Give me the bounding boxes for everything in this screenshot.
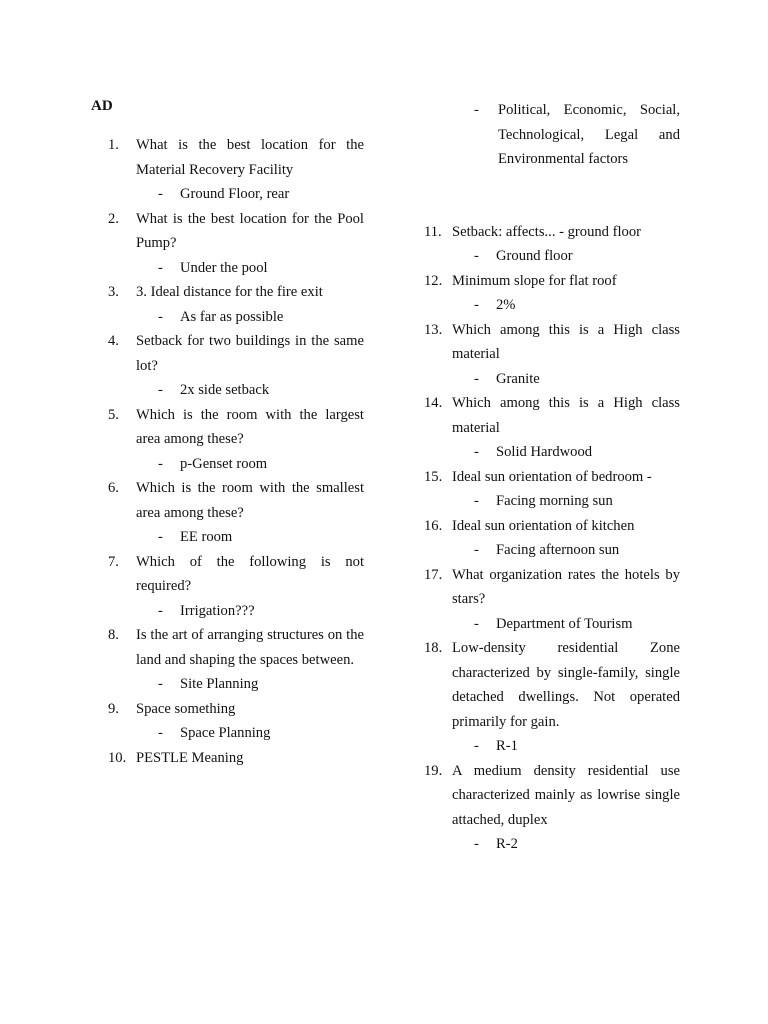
question-text: What is the best location for the Material Recovery Facility (136, 137, 364, 178)
pestle-answer-text: Political, Economic, Social, Technological, Legal and Environmental factors (498, 102, 680, 167)
question-number: 1. (108, 137, 119, 153)
answer-dash: - (474, 542, 479, 558)
question-number: 16. (424, 517, 443, 534)
question-item (424, 318, 680, 367)
question-text: A medium density residential use characterized mainly as lowrise single attached, duplex (452, 762, 680, 828)
answer-text: Facing afternoon sun (496, 542, 620, 558)
answer-text: As far as possible (180, 308, 284, 325)
answer-dash: - (474, 102, 479, 118)
answer-dash: - (158, 382, 163, 398)
question-item (108, 207, 364, 256)
question-item (108, 746, 364, 771)
question-text: Which is the room with the smallest area among these? (136, 480, 364, 521)
right-column (424, 98, 680, 857)
answer-text: 2x side setback (180, 382, 270, 398)
answer-dash: - (474, 444, 479, 460)
question-number: 19. (424, 762, 443, 779)
answer-item (474, 293, 680, 318)
question-item (424, 220, 680, 245)
answer-text: p-Genset room (180, 455, 268, 472)
answer-item (158, 599, 364, 624)
answer-item (474, 612, 680, 637)
answer-dash: - (158, 259, 163, 276)
left-column (108, 133, 364, 770)
answer-dash: - (474, 615, 479, 632)
answer-item (158, 721, 364, 746)
question-text: PESTLE Meaning (136, 749, 244, 766)
question-number: 8. (108, 627, 119, 643)
answer-dash: - (474, 738, 479, 754)
answer-text: Under the pool (180, 259, 268, 276)
question-item (424, 391, 680, 440)
answer-dash: - (158, 186, 163, 202)
question-number: 9. (108, 700, 119, 717)
question-item (424, 514, 680, 539)
answer-dash: - (474, 297, 479, 313)
answer-item (158, 672, 364, 697)
answer-text: 2% (496, 297, 516, 313)
answer-text: Ground Floor, rear (180, 186, 290, 202)
question-item (108, 329, 364, 378)
question-item (108, 280, 364, 305)
answer-dash: - (158, 455, 163, 472)
document-heading: AD (91, 98, 113, 114)
answer-item (474, 440, 680, 465)
answer-text: Irrigation??? (180, 602, 255, 619)
answer-text: R-2 (496, 836, 518, 852)
question-item (108, 697, 364, 722)
answer-text: R-1 (496, 738, 518, 754)
question-number: 13. (424, 321, 443, 338)
answer-item (158, 452, 364, 477)
answer-text: EE room (180, 529, 233, 545)
answer-dash: - (474, 370, 479, 387)
answer-item (474, 734, 680, 759)
answer-text: Granite (496, 370, 540, 387)
question-number: 4. (108, 333, 119, 349)
answer-text: Site Planning (180, 676, 259, 692)
question-number: 15. (424, 468, 443, 485)
answer-dash: - (474, 836, 479, 852)
question-text: Which of the following is not required? (136, 553, 364, 594)
question-text: Setback for two buildings in the same lot? (136, 333, 364, 374)
question-number: 7. (108, 553, 119, 570)
question-text: What is the best location for the Pool Pump? (136, 210, 364, 251)
answer-dash: - (158, 529, 163, 545)
question-number: 2. (108, 210, 119, 227)
question-number: 12. (424, 272, 443, 289)
question-item (108, 476, 364, 525)
answer-item (474, 367, 680, 392)
pestle-answer (474, 98, 680, 172)
question-number: 14. (424, 395, 443, 411)
question-text: 3. Ideal distance for the fire exit (136, 284, 323, 300)
answer-text: Space Planning (180, 725, 271, 741)
right-question-list (424, 220, 680, 857)
question-number: 18. (424, 640, 443, 656)
question-number: 10. (108, 749, 127, 766)
answer-text: Ground floor (496, 248, 573, 264)
question-text: Which among this is a High class material (452, 321, 680, 362)
column-gap (424, 172, 680, 220)
question-item (108, 133, 364, 182)
answer-dash: - (474, 493, 479, 509)
answer-item (474, 244, 680, 269)
answer-item (474, 489, 680, 514)
question-text: Low-density residential Zone characterized by single-family, single detached dwellings. Not operated primarily for gain. (452, 640, 680, 730)
answer-dash: - (158, 308, 163, 325)
question-number: 11. (424, 223, 442, 240)
question-number: 5. (108, 406, 119, 423)
answer-text: Facing morning sun (496, 493, 613, 509)
question-text: What organization rates the hotels by stars? (452, 566, 680, 607)
answer-dash: - (158, 725, 163, 741)
question-text: Setback: affects... - ground floor (452, 223, 641, 240)
answer-text: Department of Tourism (496, 615, 633, 632)
question-item (108, 550, 364, 599)
answer-item (158, 305, 364, 330)
question-number: 3. (108, 284, 119, 300)
question-item (108, 623, 364, 672)
question-item (424, 636, 680, 734)
question-item (108, 403, 364, 452)
question-number: 17. (424, 566, 443, 583)
question-item (424, 759, 680, 833)
question-number: 6. (108, 480, 119, 496)
question-text: Space something (136, 700, 236, 717)
question-item (424, 465, 680, 490)
question-text: Is the art of arranging structures on the land and shaping the spaces between. (136, 627, 364, 668)
answer-text: Solid Hardwood (496, 444, 593, 460)
answer-dash: - (158, 602, 163, 619)
answer-item (158, 256, 364, 281)
question-text: Which is the room with the largest area among these? (136, 406, 364, 447)
question-text: Ideal sun orientation of bedroom - (452, 468, 652, 485)
answer-dash: - (158, 676, 163, 692)
answer-item (158, 182, 364, 207)
answer-item (158, 378, 364, 403)
answer-item (158, 525, 364, 550)
answer-item (474, 832, 680, 857)
question-text: Minimum slope for flat roof (452, 272, 617, 289)
question-item (424, 563, 680, 612)
question-text: Which among this is a High class material (452, 395, 680, 436)
question-text: Ideal sun orientation of kitchen (452, 517, 635, 534)
answer-item (474, 538, 680, 563)
answer-dash: - (474, 248, 479, 264)
question-item (424, 269, 680, 294)
